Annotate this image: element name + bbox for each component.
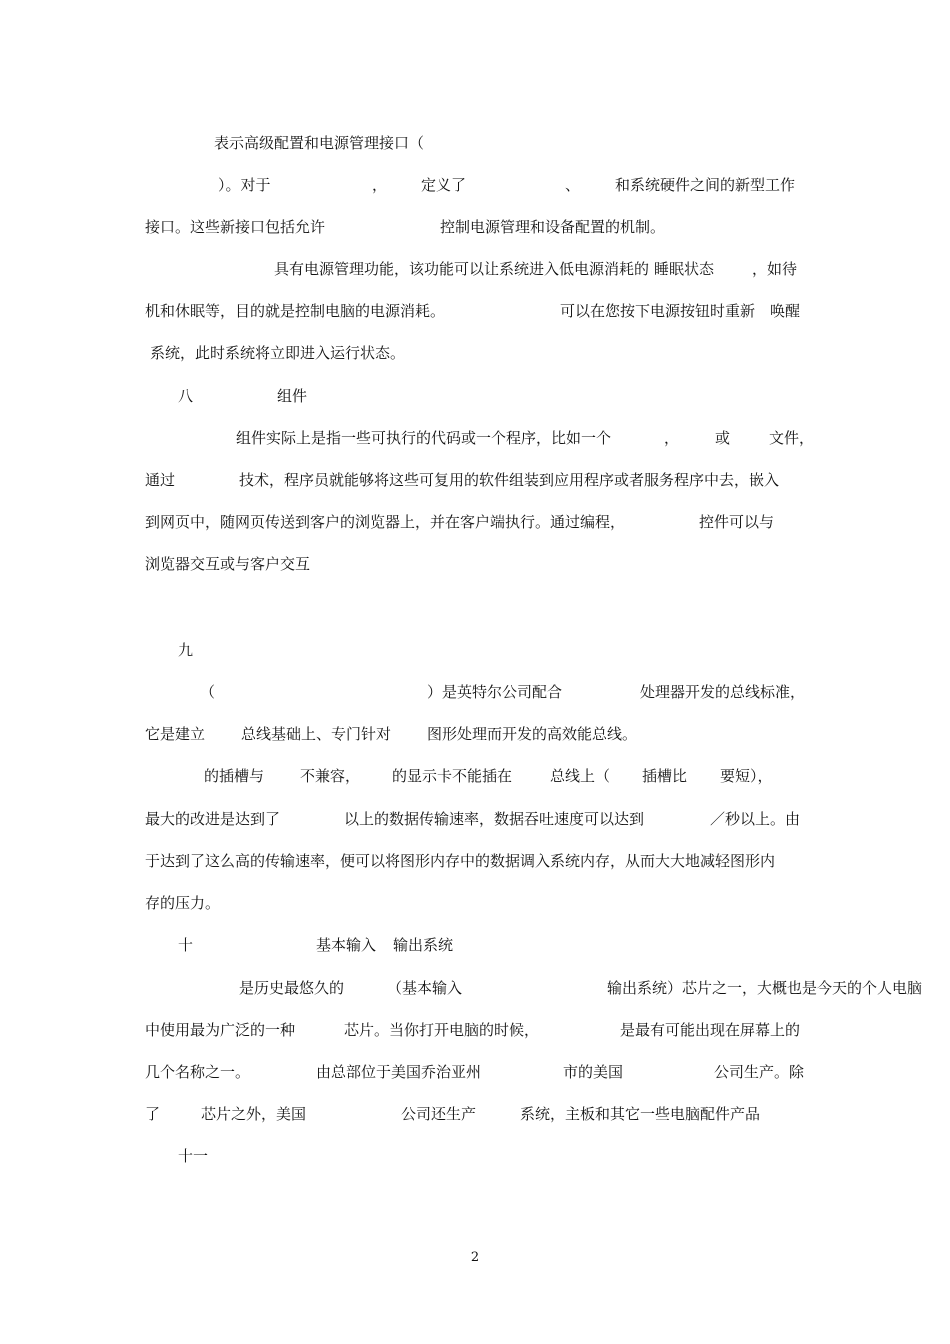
text-segment: 是最有可能出现在屏幕上的 <box>620 1021 801 1039</box>
text-segment: ，如待 <box>752 260 798 278</box>
text-segment: 要短）， <box>720 767 773 785</box>
text-segment: 总线上（ <box>550 767 611 785</box>
text-segment: 十 <box>178 936 194 954</box>
text-segment: 几个名称之一。 <box>145 1063 251 1081</box>
text-segment: 中使用最为广泛的一种 <box>145 1021 296 1039</box>
text-segment: 控件可以与 <box>699 513 775 531</box>
text-segment: 芯片之外，美国 <box>201 1105 307 1123</box>
text-segment: ， <box>664 429 680 447</box>
text-segment: 或 <box>715 429 731 447</box>
text-segment: 它是建立 <box>145 725 206 743</box>
text-segment: 了 <box>145 1105 161 1123</box>
text-segment: 和系统硬件之间的新型工作 <box>615 176 796 194</box>
text-segment: 由总部位于美国乔治亚州 <box>316 1063 482 1081</box>
text-segment: 处理器开发的总线标准， <box>640 683 806 701</box>
text-segment: 芯片。当你打开电脑的时候， <box>344 1021 540 1039</box>
text-segment: 输出系统 <box>393 936 454 954</box>
text-segment: 不兼容， <box>300 767 361 785</box>
text-segment: 公司生产。除 <box>714 1063 805 1081</box>
text-segment: 表示高级配置和电源管理接口（ <box>214 134 425 152</box>
text-segment: 到网页中，随网页传送到客户的浏览器上，并在客户端执行。通过编程， <box>145 513 626 531</box>
text-segment: 、 <box>565 176 581 194</box>
text-segment: 接口。这些新接口包括允许 <box>145 218 326 236</box>
text-segment: 通过 <box>145 471 176 489</box>
text-segment: （ <box>200 683 216 701</box>
text-segment: 存的压力。 <box>145 894 221 912</box>
text-segment: 图形处理而开发的高效能总线。 <box>427 725 638 743</box>
text-segment: 可以在您按下电源按钮时重新 <box>560 302 756 320</box>
text-segment: ）是英特尔公司配合 <box>427 683 563 701</box>
text-segment: 文件， <box>769 429 815 447</box>
text-segment: 市的美国 <box>563 1063 624 1081</box>
text-segment: 基本输入 <box>316 936 377 954</box>
text-segment: 浏览器交互或与客户交互 <box>145 555 311 573</box>
text-segment: 的插槽与 <box>204 767 265 785</box>
text-segment: ／秒以上。由 <box>710 810 801 828</box>
text-segment: 是历史最悠久的 <box>239 979 345 997</box>
text-segment: 总线基础上、专门针对 <box>241 725 392 743</box>
text-segment: （基本输入 <box>387 979 463 997</box>
text-segment: 系统，主板和其它一些电脑配件产品 <box>520 1105 761 1123</box>
text-segment: 的显示卡不能插在 <box>392 767 513 785</box>
text-segment: 十一 <box>178 1147 209 1165</box>
text-segment: ）。对于 <box>218 176 271 194</box>
text-segment: 睡眠状态 <box>654 260 715 278</box>
text-segment: 公司还生产 <box>401 1105 477 1123</box>
page-number: 2 <box>470 1250 480 1265</box>
text-segment: 定义了 <box>421 176 467 194</box>
text-segment: 机和休眠等，目的就是控制电脑的电源消耗。 <box>145 302 446 320</box>
text-segment: 组件实际上是指一些可执行的代码或一个程序，比如一个 <box>236 429 612 447</box>
text-segment: ， <box>372 176 388 194</box>
text-segment: 插槽比 <box>642 767 688 785</box>
text-segment: 系统，此时系统将立即进入运行状态。 <box>150 344 406 362</box>
text-segment: 八 <box>178 387 194 405</box>
text-segment: 唤醒 <box>770 302 801 320</box>
text-segment: 输出系统）芯片之一，大概也是今天的个人电脑 <box>607 979 923 997</box>
text-segment: 组件 <box>277 387 308 405</box>
text-segment: 于达到了这么高的传输速率，便可以将图形内存中的数据调入系统内存，从而大大地减轻图形内 <box>145 852 776 870</box>
text-segment: 技术，程序员就能够将这些可复用的软件组装到应用程序或者服务程序中去，嵌入 <box>239 471 780 489</box>
text-segment: 最大的改进是达到了 <box>145 810 281 828</box>
text-segment: 以上的数据传输速率，数据吞吐速度可以达到 <box>344 810 645 828</box>
text-segment: 控制电源管理和设备配置的机制。 <box>440 218 666 236</box>
text-segment: 九 <box>178 641 194 659</box>
text-segment: 具有电源管理功能，该功能可以让系统进入低电源消耗的 <box>274 260 650 278</box>
